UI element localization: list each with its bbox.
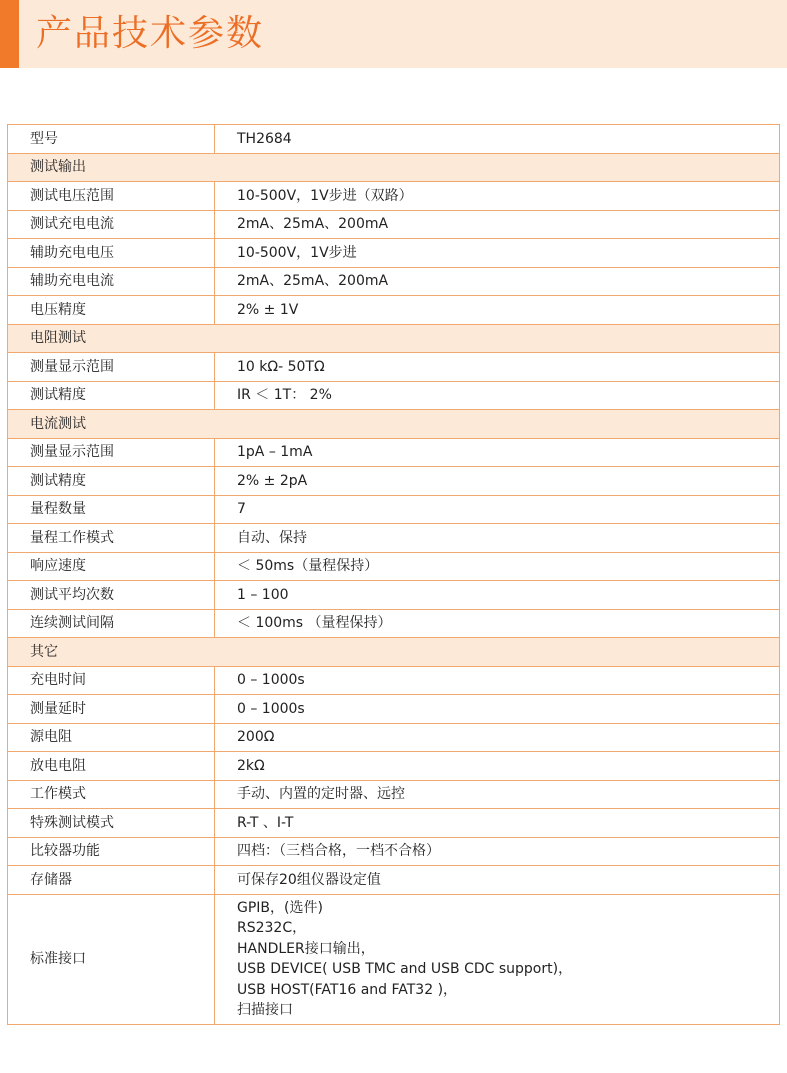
section-row: [8, 638, 780, 667]
table-row: [8, 780, 780, 809]
table-row: [8, 125, 780, 154]
spec-key: 工作模式: [8, 780, 215, 809]
table-row: [8, 438, 780, 467]
header-accent-bar: [0, 0, 19, 68]
table-row: [8, 495, 780, 524]
table-row: [8, 752, 780, 781]
table-row: [8, 524, 780, 553]
spec-value: R-T 、I-T: [215, 809, 780, 838]
spec-value: 10 kΩ- 50TΩ: [215, 353, 780, 382]
spec-value: 可保存20组仪器设定值: [215, 866, 780, 895]
spec-value: 手动、内置的定时器、远控: [215, 780, 780, 809]
section-row: [8, 410, 780, 439]
spec-value: 四档：（三档合格，一档不合格）: [215, 837, 780, 866]
table-row: [8, 894, 780, 1024]
spec-key: 比较器功能: [8, 837, 215, 866]
spec-key: 特殊测试模式: [8, 809, 215, 838]
spec-value: ＜ 50ms（量程保持）: [215, 552, 780, 581]
spec-value: 2kΩ: [215, 752, 780, 781]
spec-value: 7: [215, 495, 780, 524]
section-row: [8, 153, 780, 182]
spec-value: 200Ω: [215, 723, 780, 752]
section-title: 电流测试: [8, 410, 780, 439]
table-row: [8, 296, 780, 325]
spec-value: TH2684: [215, 125, 780, 154]
spec-value: 10-500V，1V步进: [215, 239, 780, 268]
table-row: [8, 666, 780, 695]
spec-key: 测量延时: [8, 695, 215, 724]
spec-value: 1 – 100: [215, 581, 780, 610]
interface-line: HANDLER接口输出，: [237, 940, 375, 957]
spec-key: 测试充电电流: [8, 210, 215, 239]
table-row: [8, 267, 780, 296]
table-row: [8, 609, 780, 638]
table-row: [8, 182, 780, 211]
table-row: [8, 239, 780, 268]
spec-key: 充电时间: [8, 666, 215, 695]
table-row: [8, 695, 780, 724]
spec-key: 测试精度: [8, 467, 215, 496]
spec-value: 2% ± 1V: [215, 296, 780, 325]
spec-value: 0 – 1000s: [215, 666, 780, 695]
table-row: [8, 723, 780, 752]
spec-key: 测试电压范围: [8, 182, 215, 211]
spec-key: 量程数量: [8, 495, 215, 524]
section-row: [8, 324, 780, 353]
spec-key: 源电阻: [8, 723, 215, 752]
spec-value: 2% ± 2pA: [215, 467, 780, 496]
section-title: 电阻测试: [8, 324, 780, 353]
spec-value: 2mA、25mA、200mA: [215, 210, 780, 239]
spec-key: 存储器: [8, 866, 215, 895]
spec-table: [7, 124, 780, 1025]
spec-value: IR ＜ 1T： 2%: [215, 381, 780, 410]
section-title: 测试输出: [8, 153, 780, 182]
interface-line: 扫描接口: [237, 1002, 293, 1018]
spec-key: 测量显示范围: [8, 353, 215, 382]
interface-line: USB HOST(FAT16 and FAT32 )，: [237, 981, 458, 998]
spec-key: 测试精度: [8, 381, 215, 410]
section-title: 其它: [8, 638, 780, 667]
page-title: 产品技术参数: [36, 13, 265, 54]
spec-key: 测量显示范围: [8, 438, 215, 467]
spec-key: 型号: [8, 125, 215, 154]
table-row: [8, 581, 780, 610]
spec-value: ＜ 100ms （量程保持）: [215, 609, 780, 638]
table-row: [8, 866, 780, 895]
spec-key: 连续测试间隔: [8, 609, 215, 638]
table-row: [8, 809, 780, 838]
interface-line: USB DEVICE( USB TMC and USB CDC support)，: [237, 961, 573, 977]
spec-value: 10-500V，1V步进（双路）: [215, 182, 780, 211]
interface-line: GPIB，(选件): [237, 899, 323, 916]
interface-list: [215, 894, 780, 1024]
interface-line: RS232C，: [237, 920, 307, 936]
spec-key: 量程工作模式: [8, 524, 215, 553]
spec-key: 标准接口: [8, 894, 215, 1024]
table-row: [8, 353, 780, 382]
table-row: [8, 467, 780, 496]
spec-key: 辅助充电电压: [8, 239, 215, 268]
table-row: [8, 552, 780, 581]
table-row: [8, 210, 780, 239]
spec-value: 自动、保持: [215, 524, 780, 553]
table-row: [8, 381, 780, 410]
spec-key: 电压精度: [8, 296, 215, 325]
spec-value: 1pA – 1mA: [215, 438, 780, 467]
spec-key: 测试平均次数: [8, 581, 215, 610]
spec-value: 2mA、25mA、200mA: [215, 267, 780, 296]
table-row: [8, 837, 780, 866]
spec-key: 辅助充电电流: [8, 267, 215, 296]
spec-key: 放电电阻: [8, 752, 215, 781]
spec-key: 响应速度: [8, 552, 215, 581]
spec-value: 0 – 1000s: [215, 695, 780, 724]
